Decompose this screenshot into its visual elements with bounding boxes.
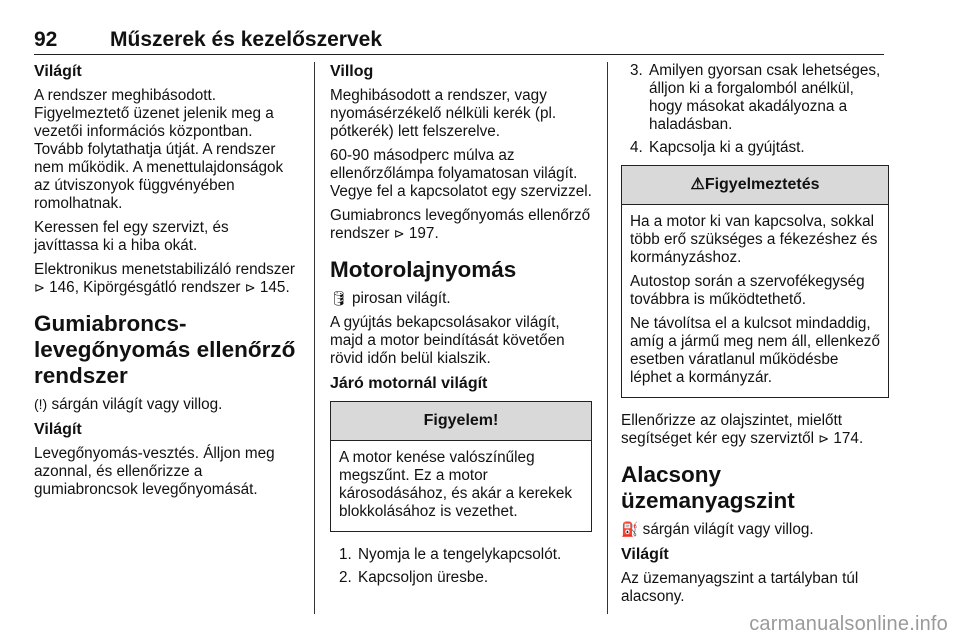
tire-pressure-warning-icon: (!)	[34, 396, 48, 412]
list-item: 2. Kapcsoljon üresbe.	[356, 569, 592, 587]
column-right	[621, 62, 889, 612]
paragraph: A rendszer meghibásodott. Figyelmeztető üzenet jelenik meg a vezetői információs központban. Tovább folytathatja útját. A rendszer nem működik. A menettulajdonságok az útviszonyok függvényében romolhatnak.	[34, 87, 284, 212]
page-header	[34, 28, 884, 55]
paragraph: Keressen fel egy szervizt, és javíttassa ki a hiba okát.	[34, 219, 229, 254]
paragraph-text: Ellenőrizze az olajszintet, mielőtt segítséget kér egy szerviztől	[621, 412, 843, 447]
page-reference[interactable]: 145	[259, 279, 286, 296]
paragraph-text: sárgán világít vagy villog.	[47, 396, 223, 413]
paragraph	[34, 395, 296, 414]
paragraph: Az üzemanyagszint a tartályban túl alacsony.	[621, 570, 859, 605]
notice-box	[330, 401, 592, 532]
chapter-heading: Alacsony üzemanyagszint	[621, 462, 795, 513]
column-divider	[314, 62, 315, 614]
paragraph-text: Gumiabroncs levegőnyomás ellenőrző rendszer	[330, 207, 591, 242]
section-heading: Járó motornál világít	[330, 375, 488, 392]
chapter-heading: Motorolajnyomás	[330, 257, 517, 282]
paragraph	[621, 412, 889, 448]
warning-body	[622, 205, 888, 397]
column-middle	[330, 62, 592, 592]
paragraph-text: pirosan világít.	[347, 290, 451, 307]
watermark: carmanualsonline.info	[749, 613, 948, 635]
paragraph-text: .	[434, 225, 439, 242]
steps-list	[621, 62, 889, 157]
column-left	[34, 62, 296, 505]
paragraph-text: sárgán világít vagy villog.	[638, 521, 814, 538]
chapter-heading: Gumiabroncs-levegőnyomás ellenőrző rendszer	[34, 311, 296, 388]
notice-title: Figyelem!	[331, 402, 591, 441]
fuel-pump-icon: ⛽	[621, 521, 639, 537]
paragraph	[621, 520, 889, 539]
warning-text: Ne távolítsa el a kulcsot mindaddig, amíg a jármű meg nem áll, ellenkező esetben váratlanul működésbe léphet a kormányzár.	[630, 315, 880, 386]
cross-reference-icon: ⊳	[34, 280, 45, 295]
paragraph: Meghibásodott a rendszer, vagy nyomásérzékelő nélküli kerék (pl. pótkerék) lett felszerelve.	[330, 87, 557, 140]
list-item: 4. Kapcsolja ki a gyújtást.	[647, 139, 889, 157]
cross-reference-icon: ⊳	[244, 280, 256, 295]
column-divider	[607, 62, 608, 614]
page-reference[interactable]: 197	[408, 225, 435, 242]
warning-triangle-icon: ⚠	[690, 176, 705, 193]
paragraph	[34, 261, 296, 297]
section-heading: Világít	[621, 546, 669, 563]
notice-text: A motor kenése valószínűleg megszűnt. Ez a motor károsodásához, és akár a kerekek blokkolásához is vezethet.	[339, 449, 572, 520]
warning-title: Figyelmeztetés	[704, 176, 820, 193]
paragraph: A gyújtás bekapcsolásakor világít, majd a motor beindítását követően rövid időn belül kialszik.	[330, 314, 565, 367]
section-heading: Világít	[34, 421, 82, 438]
cross-reference-icon: ⊳	[818, 431, 830, 446]
paragraph: Levegőnyomás-vesztés. Álljon meg azonnal, és ellenőrizze a gumiabroncsok levegőnyomását.	[34, 445, 275, 498]
paragraph	[330, 207, 592, 243]
warning-header	[622, 166, 888, 205]
section-heading: Világít	[34, 63, 82, 80]
steps-list	[330, 546, 592, 587]
cross-reference-icon: ⊳	[393, 226, 405, 241]
notice-body	[331, 441, 591, 531]
page-reference[interactable]: 174	[833, 430, 859, 447]
page-reference[interactable]: 146	[49, 279, 75, 296]
warning-text: Autostop során a szervofékegység továbbra is működtethető.	[630, 273, 865, 308]
warning-box	[621, 165, 889, 398]
section-heading: Villog	[330, 63, 374, 80]
paragraph-text: .	[858, 430, 864, 447]
paragraph: 60-90 másodperc múlva az ellenőrzőlámpa folyamatosan világít. Vegye fel a kapcsolatot egy szervizzel.	[330, 147, 592, 200]
list-item: 3. Amilyen gyorsan csak lehetséges, álljon ki a forgalomból anélkül, hogy másokat akadályozna a haladásban.	[647, 62, 889, 134]
paragraph-text: .	[285, 279, 290, 296]
page-number: 92	[34, 28, 58, 51]
list-item: 1. Nyomja le a tengelykapcsolót.	[356, 546, 592, 564]
oil-pressure-icon: 🛢	[330, 290, 348, 306]
paragraph-text: , Kipörgésgátló rendszer	[74, 279, 245, 296]
paragraph	[330, 289, 592, 308]
page-title: Műszerek és kezelőszervek	[110, 28, 383, 51]
paragraph-text: Elektronikus menetstabilizáló rendszer	[34, 261, 296, 278]
warning-text: Ha a motor ki van kapcsolva, sokkal több erő szükséges a fékezéshez és kormányzáshoz.	[630, 213, 878, 266]
